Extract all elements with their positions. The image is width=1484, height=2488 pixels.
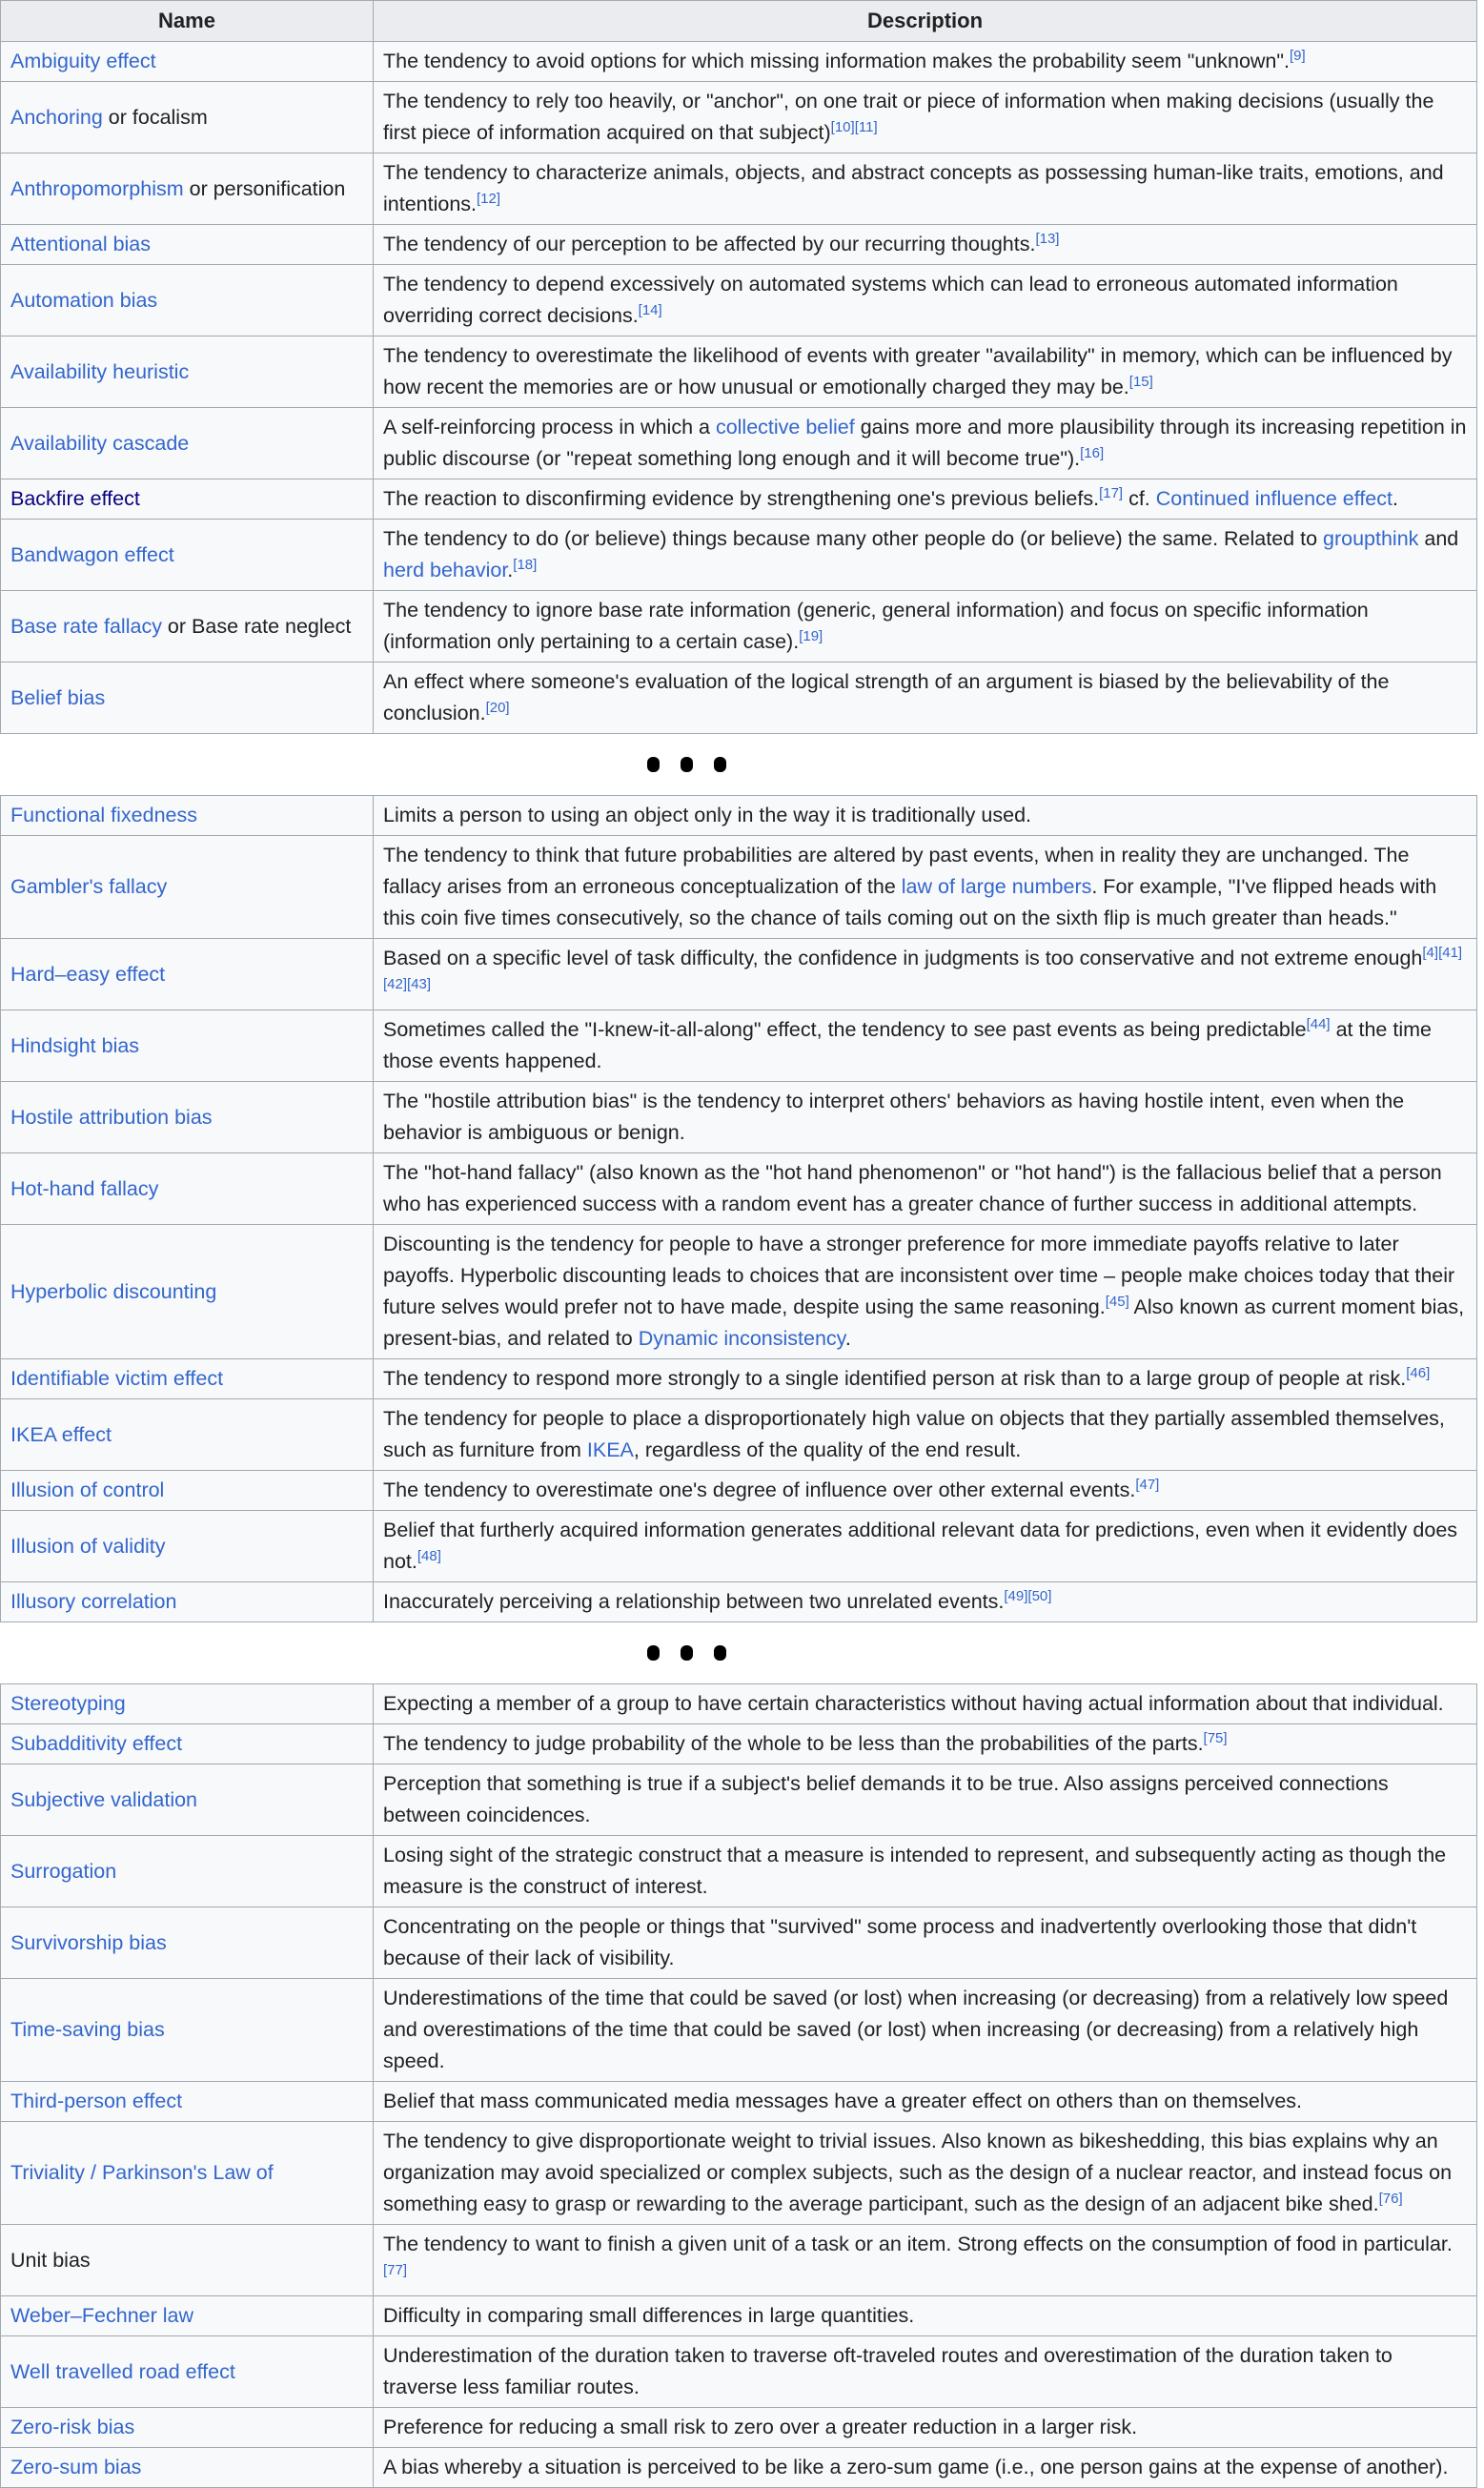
wiki-link[interactable]: Availability heuristic — [10, 359, 190, 383]
description-cell — [374, 1010, 1477, 1082]
description-cell — [374, 1582, 1477, 1622]
cell-text: The tendency to think that future probabilities are altered by past events, when in reality they are unchanged. The fallacy arises from an erroneous conceptualization of the — [383, 844, 1410, 898]
table-row — [1, 1082, 1477, 1153]
reference-marker — [513, 557, 537, 573]
cell-text: and — [1418, 527, 1459, 550]
name-cell — [1, 1979, 374, 2082]
cell-text: The tendency of our perception to be affected by our recurring thoughts. — [383, 233, 1036, 255]
table-row — [1, 1359, 1477, 1399]
column-header-description: Description — [374, 1, 1477, 42]
wiki-link[interactable]: Ambiguity effect — [10, 50, 156, 72]
wiki-link[interactable]: Gambler's fallacy — [10, 875, 168, 898]
reference-marker — [1099, 485, 1123, 501]
description-cell — [374, 520, 1477, 591]
wiki-link[interactable]: Attentional bias — [10, 233, 152, 255]
cell-text: . — [1392, 487, 1398, 510]
wiki-link[interactable]: Subjective validation — [10, 1787, 198, 1811]
wiki-link[interactable]: Hindsight bias — [10, 1033, 140, 1057]
name-cell — [1, 2336, 374, 2408]
cell-text: The tendency to overestimate one's degree of influence over other external events. — [383, 1479, 1136, 1501]
table-row — [1, 1724, 1477, 1764]
cell-text: or Base rate neglect — [161, 614, 352, 638]
table-row — [1, 1153, 1477, 1225]
description-cell — [374, 225, 1477, 265]
description-cell — [374, 1399, 1477, 1471]
table-row — [1, 939, 1477, 1010]
description-cell — [374, 1836, 1477, 1907]
table-row — [1, 836, 1477, 939]
reference-link[interactable]: [42] — [383, 976, 408, 992]
table-row — [1, 2408, 1477, 2448]
table-row — [1, 1010, 1477, 1082]
reference-link[interactable]: [20] — [485, 700, 510, 716]
table-row — [1, 663, 1477, 734]
reference-marker — [477, 191, 500, 207]
name-cell — [1, 1359, 374, 1399]
description-cell — [374, 1907, 1477, 1979]
description-cell — [374, 2336, 1477, 2408]
wiki-link[interactable]: Well travelled road effect — [10, 2359, 235, 2383]
cell-text: Underestimation of the duration taken to traverse oft-traveled routes and overestimation of the duration taken to traverse less familiar routes. — [383, 2344, 1393, 2398]
reference-link[interactable]: [48] — [417, 1548, 441, 1564]
reference-marker — [1204, 1730, 1228, 1746]
ellipsis-dot — [714, 1645, 726, 1661]
description-cell — [374, 479, 1477, 520]
cell-text: The reaction to disconfirming evidence by strengthening one's previous beliefs. — [383, 487, 1100, 510]
reference-link[interactable]: [14] — [638, 302, 662, 318]
description-cell — [374, 1225, 1477, 1359]
table-row — [1, 2225, 1477, 2296]
table-row — [1, 42, 1477, 82]
wiki-link[interactable]: Dynamic inconsistency — [638, 1327, 845, 1350]
wiki-link[interactable]: herd behavior — [383, 559, 508, 581]
cell-text: The tendency to overestimate the likelihood of events with greater "availability" in memory, which can be influenced by how recent the memories are or how unusual or emotionally charged they may be. — [383, 344, 1453, 398]
wiki-link[interactable]: collective belief — [715, 416, 855, 438]
reference-link[interactable]: [15] — [1128, 374, 1153, 390]
reference-marker — [1004, 1588, 1027, 1604]
table-row — [1, 1511, 1477, 1582]
wiki-link[interactable]: Bandwagon effect — [10, 542, 174, 566]
reference-link[interactable]: [49] — [1004, 1588, 1028, 1604]
table-row — [1, 2336, 1477, 2408]
name-cell — [1, 1010, 374, 1082]
bias-table-3 — [0, 1683, 1477, 2488]
wiki-link[interactable]: Availability cascade — [10, 431, 190, 455]
cell-text: The tendency to respond more strongly to a single identified person at risk than to a large group of people at risk. — [383, 1367, 1407, 1390]
table-row — [1, 2122, 1477, 2225]
table-row — [1, 1399, 1477, 1471]
description-cell — [374, 1082, 1477, 1153]
reference-marker — [486, 700, 510, 716]
cell-text: The "hot-hand fallacy" (also known as the "hot hand phenomenon" or "hot hand") is the fallacious belief that a person who has experienced success with a random event has a greater chance of further success in additional attempts. — [383, 1161, 1442, 1215]
name-cell — [1, 1153, 374, 1225]
cell-text: or focalism — [102, 105, 208, 129]
wiki-link[interactable]: Anchoring — [10, 105, 103, 129]
name-cell — [1, 2082, 374, 2122]
cell-text: Concentrating on the people or things that "survived" some process and inadvertently overlooking those that didn't because of their lack of visibility. — [383, 1915, 1417, 1969]
cell-text: The tendency to give disproportionate weight to trivial issues. Also known as bikeshedding, this bias explains why an organization may avoid specialized or complex subjects, such as the design of a nuclear reactor, and instead focus on something easy to grasp or rewarding to the average participant, such as the design of an adjacent bike shed. — [383, 2130, 1453, 2215]
table-row — [1, 1979, 1477, 2082]
header-row — [1, 1, 1477, 42]
name-cell — [1, 939, 374, 1010]
description-cell — [374, 2296, 1477, 2336]
name-cell — [1, 1684, 374, 1724]
description-cell — [374, 1979, 1477, 2082]
description-cell — [374, 42, 1477, 82]
cell-text: Difficulty in comparing small differences in large quantities. — [383, 2304, 915, 2327]
name-cell — [1, 1082, 374, 1153]
table-row — [1, 1684, 1477, 1724]
reference-marker — [1406, 1365, 1430, 1381]
name-cell — [1, 1907, 374, 1979]
wiki-link[interactable]: Illusion of validity — [10, 1534, 166, 1558]
description-cell — [374, 939, 1477, 1010]
name-cell — [1, 1225, 374, 1359]
reference-link[interactable]: [43] — [407, 976, 432, 992]
name-cell — [1, 796, 374, 836]
wiki-link[interactable]: Hyperbolic discounting — [10, 1279, 217, 1303]
table-row — [1, 1225, 1477, 1359]
name-cell — [1, 2296, 374, 2336]
reference-marker — [639, 302, 662, 318]
wiki-link[interactable]: Time-saving bias — [10, 2018, 165, 2041]
name-cell — [1, 225, 374, 265]
name-cell — [1, 2408, 374, 2448]
cell-text: A self-reinforcing process in which a — [383, 416, 716, 438]
reference-marker — [1035, 231, 1059, 247]
reference-marker — [383, 2262, 407, 2278]
cell-text: Based on a specific level of task difficulty, the confidence in judgments is too conservative and not extreme enough — [383, 947, 1423, 969]
cell-text: The tendency to do (or believe) things because many other people do (or believe) the same. Related to — [383, 527, 1323, 550]
reference-link[interactable]: [4] — [1422, 945, 1439, 961]
column-header-name: Name — [1, 1, 374, 42]
cell-text: . For example, "I've flipped heads with this coin five times consecutively, so the chance of tails coming out on the sixth flip is much greater than heads." — [383, 875, 1437, 929]
table-row — [1, 1764, 1477, 1836]
description-cell — [374, 2082, 1477, 2122]
name-cell — [1, 2122, 374, 2225]
name-cell — [1, 836, 374, 939]
wiki-link[interactable]: Automation bias — [10, 288, 158, 312]
table-row — [1, 408, 1477, 479]
wiki-link[interactable]: Zero-sum bias — [10, 2456, 142, 2478]
cell-text: Unit bias — [10, 2248, 91, 2272]
wiki-link[interactable]: Functional fixedness — [10, 804, 197, 826]
reference-link[interactable]: [19] — [799, 628, 823, 644]
name-cell — [1, 408, 374, 479]
reference-link[interactable]: [16] — [1080, 445, 1105, 461]
reference-marker — [1135, 1477, 1159, 1493]
table-row — [1, 1582, 1477, 1622]
wiki-link[interactable]: Anthropomorphism — [10, 176, 184, 200]
reference-marker — [1438, 945, 1462, 961]
description-cell — [374, 2122, 1477, 2225]
cell-text: The tendency to want to finish a given unit of a task or an item. Strong effects on the consumption of food in particular. — [383, 2233, 1453, 2255]
name-cell — [1, 663, 374, 734]
reference-marker — [831, 119, 855, 135]
reference-marker — [1106, 1294, 1129, 1310]
description-cell — [374, 1764, 1477, 1836]
name-cell — [1, 520, 374, 591]
cell-text: Losing sight of the strategic construct that a measure is intended to represent, and subsequently acting as though the measure is the construct of interest. — [383, 1844, 1447, 1898]
wiki-link[interactable]: IKEA — [586, 1438, 634, 1461]
name-cell — [1, 82, 374, 153]
reference-marker — [1422, 945, 1438, 961]
description-cell — [374, 663, 1477, 734]
description-cell — [374, 1153, 1477, 1225]
wiki-link[interactable]: Hostile attribution bias — [10, 1105, 213, 1129]
description-cell — [374, 1511, 1477, 1582]
reference-link[interactable]: [9] — [1290, 48, 1306, 64]
wiki-link[interactable]: Surrogation — [10, 1859, 117, 1883]
description-cell — [374, 2225, 1477, 2296]
reference-marker — [1080, 445, 1104, 461]
wiki-link[interactable]: Survivorship bias — [10, 1930, 167, 1954]
description-cell — [374, 408, 1477, 479]
ellipsis-separator — [0, 1622, 1429, 1683]
name-cell — [1, 336, 374, 408]
wiki-link[interactable]: Weber–Fechner law — [10, 2304, 193, 2327]
bias-table-1 — [0, 0, 1477, 734]
reference-link[interactable]: [46] — [1406, 1365, 1431, 1381]
reference-link[interactable]: [50] — [1027, 1588, 1052, 1604]
cell-text: . — [844, 1327, 851, 1350]
ellipsis-dot — [714, 757, 726, 772]
reference-marker — [855, 119, 878, 135]
description-cell — [374, 591, 1477, 663]
ellipsis-dot — [647, 1645, 660, 1661]
reference-link[interactable]: [12] — [477, 191, 501, 207]
cell-text: . — [507, 559, 514, 581]
table-row — [1, 479, 1477, 520]
cell-text: The tendency for people to place a disproportionately high value on objects that they partially assembled themselves, such as furniture from — [383, 1407, 1445, 1461]
cell-text: A bias whereby a situation is perceived to be like a zero-sum game (i.e., one person gains at the expense of another). — [383, 2456, 1449, 2478]
name-cell — [1, 591, 374, 663]
description-cell — [374, 1359, 1477, 1399]
reference-link[interactable]: [47] — [1135, 1477, 1160, 1493]
wiki-link[interactable]: Base rate fallacy — [10, 614, 162, 638]
cell-text: The tendency to avoid options for which missing information makes the probability seem "unknown". — [383, 50, 1290, 72]
name-cell — [1, 1399, 374, 1471]
reference-link[interactable]: [18] — [513, 557, 538, 573]
cell-text: Belief that furtherly acquired information generates additional relevant data for predictions, even when it evidently does not. — [383, 1519, 1458, 1573]
table-row — [1, 336, 1477, 408]
name-cell — [1, 479, 374, 520]
cell-text: gains more and more plausibility through its increasing repetition in public discourse (or "repeat something long enough and it will become true"). — [383, 416, 1467, 470]
name-cell — [1, 1724, 374, 1764]
reference-link[interactable]: [45] — [1105, 1294, 1129, 1310]
name-cell — [1, 1511, 374, 1582]
table-row — [1, 153, 1477, 225]
table-row — [1, 1907, 1477, 1979]
name-cell — [1, 265, 374, 336]
cell-text: The tendency to depend excessively on automated systems which can lead to erroneous automated information overriding correct decisions. — [383, 273, 1398, 327]
wiki-link[interactable]: Illusion of control — [10, 1479, 165, 1501]
wiki-link[interactable]: groupthink — [1323, 527, 1419, 550]
cell-text: Perception that something is true if a subject's belief demands it to be true. Also assigns perceived connections between coincidences. — [383, 1772, 1389, 1826]
description-cell — [374, 1724, 1477, 1764]
cell-text: Expecting a member of a group to have certain characteristics without having actual information about that individual. — [383, 1692, 1444, 1715]
cell-text: An effect where someone's evaluation of the logical strength of an argument is biased by the believability of the conclusion. — [383, 670, 1390, 724]
reference-link[interactable]: [77] — [383, 2262, 408, 2278]
bias-table-2 — [0, 795, 1477, 1622]
reference-link[interactable]: [10] — [830, 119, 855, 135]
reference-link[interactable]: [41] — [1438, 945, 1463, 961]
wiki-link[interactable]: Backfire effect — [10, 487, 140, 510]
name-cell — [1, 1471, 374, 1511]
wiki-link[interactable]: Hot-hand fallacy — [10, 1176, 159, 1200]
wiki-link[interactable]: Subadditivity effect — [10, 1732, 183, 1755]
reference-link[interactable]: [44] — [1306, 1016, 1331, 1032]
wiki-link[interactable]: Hard–easy effect — [10, 962, 166, 986]
wiki-link[interactable]: Stereotyping — [10, 1692, 126, 1715]
table-row — [1, 2296, 1477, 2336]
wiki-link[interactable]: IKEA effect — [10, 1422, 112, 1446]
table-row — [1, 225, 1477, 265]
description-cell — [374, 1684, 1477, 1724]
name-cell — [1, 1582, 374, 1622]
ellipsis-separator — [0, 734, 1429, 795]
table-row — [1, 2448, 1477, 2488]
ellipsis-dot — [647, 757, 660, 772]
reference-link[interactable]: [76] — [1378, 2191, 1403, 2207]
cell-text: Discounting is the tendency for people to have a stronger preference for more immediate payoffs relative to later payoffs. Hyperbolic discounting leads to choices that are inconsistent over time – people make choices today that their future selves would prefer not to have made, despite using the same reasoning. — [383, 1233, 1455, 1318]
cell-text: , regardless of the quality of the end result. — [633, 1438, 1022, 1461]
cell-text: The tendency to ignore base rate information (generic, general information) and focus on specific information (information only pertaining to a certain case). — [383, 599, 1369, 653]
wiki-link[interactable]: Belief bias — [10, 685, 106, 709]
reference-link[interactable]: [13] — [1035, 231, 1060, 247]
cell-text: or personification — [183, 176, 346, 200]
name-cell — [1, 1764, 374, 1836]
description-cell — [374, 796, 1477, 836]
description-cell — [374, 336, 1477, 408]
wiki-link[interactable]: Continued influence effect — [1155, 487, 1393, 510]
reference-marker — [1307, 1016, 1331, 1032]
table-row — [1, 591, 1477, 663]
wiki-link[interactable]: Triviality / Parkinson's Law of — [10, 2161, 274, 2184]
table-row — [1, 2082, 1477, 2122]
description-cell — [374, 1471, 1477, 1511]
description-cell — [374, 153, 1477, 225]
cell-text: Preference for reducing a small risk to zero over a greater reduction in a larger risk. — [383, 2416, 1138, 2438]
wiki-link[interactable]: Zero-risk bias — [10, 2416, 135, 2438]
wiki-link[interactable]: Illusory correlation — [10, 1590, 177, 1613]
reference-marker — [407, 976, 431, 992]
name-cell — [1, 2225, 374, 2296]
reference-marker — [1027, 1588, 1051, 1604]
name-cell — [1, 42, 374, 82]
cell-text: Also known as current moment bias, present-bias, and related to — [383, 1295, 1465, 1350]
cell-text: The tendency to characterize animals, objects, and abstract concepts as possessing human-like traits, emotions, and intentions. — [383, 161, 1444, 215]
reference-marker — [383, 976, 407, 992]
wiki-link[interactable]: law of large numbers — [901, 875, 1092, 898]
cell-text: Limits a person to using an object only in the way it is traditionally used. — [383, 804, 1032, 826]
table-row — [1, 520, 1477, 591]
table-row — [1, 796, 1477, 836]
reference-marker — [1379, 2191, 1403, 2207]
reference-link[interactable]: [11] — [854, 119, 878, 135]
cell-text: Underestimations of the time that could be saved (or lost) when increasing (or decreasing) from a relatively low speed and overestimations of the time that could be saved (or lost) when increasing (or decreasing) from a relatively high speed. — [383, 1987, 1449, 2072]
cell-text: at the time those events happened. — [383, 1018, 1432, 1072]
cell-text: The "hostile attribution bias" is the tendency to interpret others' behaviors as having hostile intent, even when the behavior is ambiguous or benign. — [383, 1090, 1405, 1144]
name-cell — [1, 2448, 374, 2488]
description-cell — [374, 2408, 1477, 2448]
name-cell — [1, 1836, 374, 1907]
description-cell — [374, 2448, 1477, 2488]
wiki-link[interactable]: Identifiable victim effect — [10, 1367, 224, 1390]
table-row — [1, 265, 1477, 336]
description-cell — [374, 265, 1477, 336]
cell-text: Sometimes called the "I-knew-it-all-along" effect, the tendency to see past events as being predictable — [383, 1018, 1307, 1041]
reference-marker — [417, 1548, 441, 1564]
cell-text: cf. — [1123, 487, 1156, 510]
name-cell — [1, 153, 374, 225]
cell-text: Belief that mass communicated media messages have a greater effect on others than on themselves. — [383, 2090, 1303, 2112]
cell-text: The tendency to judge probability of the whole to be less than the probabilities of the parts. — [383, 1732, 1204, 1755]
cell-text: The tendency to rely too heavily, or "anchor", on one trait or piece of information when making decisions (usually the first piece of information acquired on that subject) — [383, 90, 1434, 144]
table-row — [1, 82, 1477, 153]
reference-link[interactable]: [75] — [1203, 1730, 1228, 1746]
table-row — [1, 1836, 1477, 1907]
reference-marker — [1129, 374, 1153, 390]
table-row — [1, 1471, 1477, 1511]
reference-marker — [799, 628, 823, 644]
cell-text: Inaccurately perceiving a relationship between two unrelated events. — [383, 1590, 1005, 1613]
ellipsis-dot — [681, 1645, 693, 1661]
description-cell — [374, 82, 1477, 153]
ellipsis-dot — [681, 757, 693, 772]
reference-marker — [1290, 48, 1306, 64]
description-cell — [374, 836, 1477, 939]
wiki-link[interactable]: Third-person effect — [10, 2090, 183, 2112]
reference-link[interactable]: [17] — [1099, 485, 1124, 501]
